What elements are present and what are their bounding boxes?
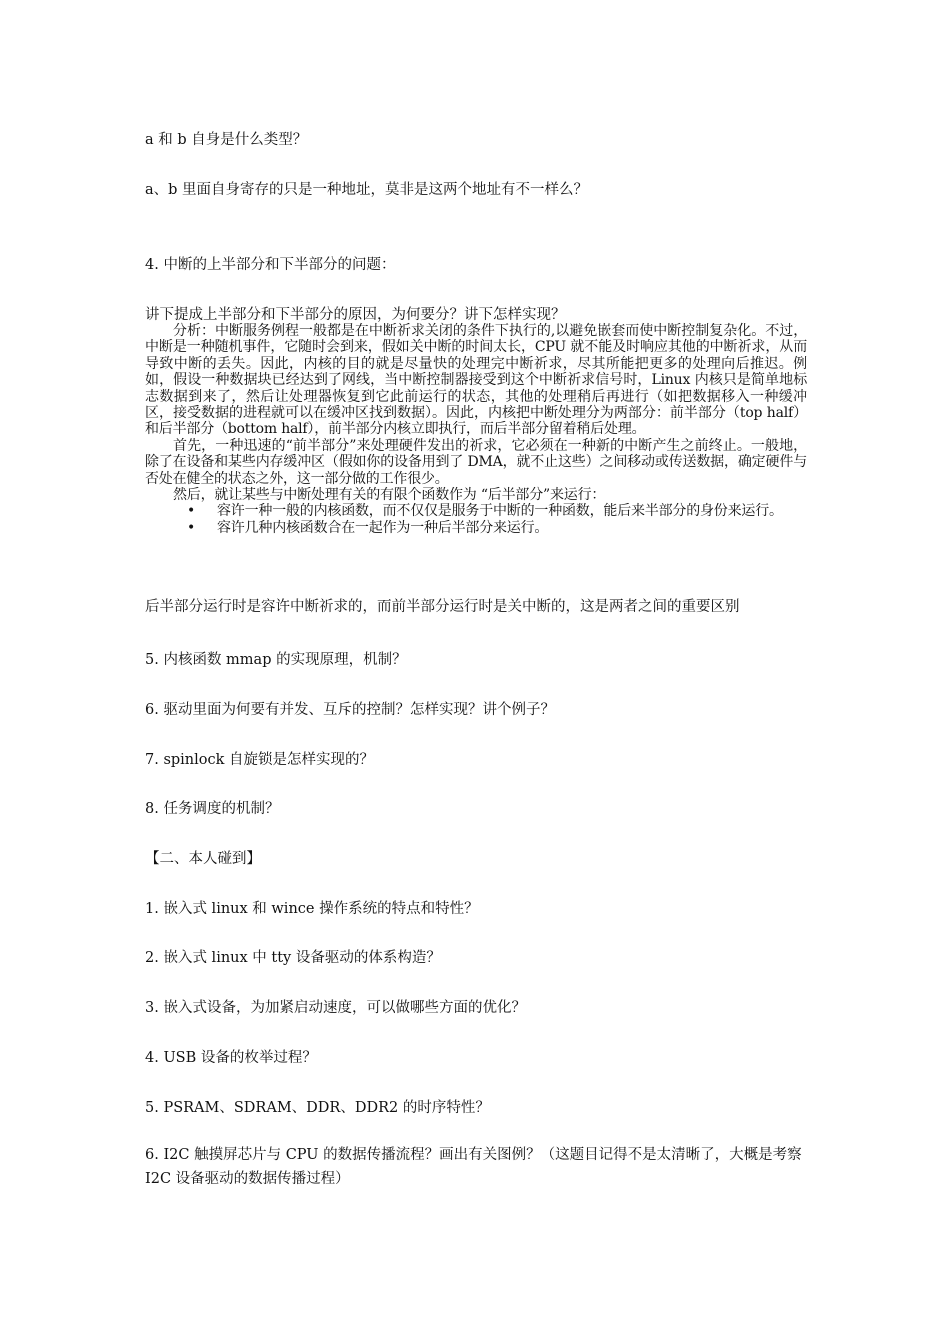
question-item: 6. 驱动里面为何要有并发、互斥的控制？怎样实现？讲个例子？ — [145, 702, 555, 718]
question-item: 3. 嵌入式设备，为加紧启动速度，可以做哪些方面的优化？ — [145, 1000, 526, 1016]
bullet-item — [145, 520, 807, 536]
text-line: a、b 里面自身寄存的只是一种地址，莫非是这两个地址有不一样么？ — [145, 182, 589, 198]
section-heading: 【二、本人碰到】 — [145, 851, 261, 867]
question-item: 6. I2C 触摸屏芯片与 CPU 的数据传播流程？画出有关图例？（这题目记得不是太清晰了，大概是考察 I2C 设备驱动的数据传播过程） — [145, 1147, 802, 1187]
bullet-icon: • — [187, 503, 196, 520]
question-item: 7. spinlock 自旋锁是怎样实现的？ — [145, 752, 375, 768]
question-item: 1. 嵌入式 linux 和 wince 操作系统的特点和特性？ — [145, 901, 479, 917]
bullet-text: 容许几种内核函数合在一起作为一种后半部分来运行。 — [217, 519, 549, 536]
conclusion-paragraph: 后半部分运行时是容许中断祈求的，而前半部分运行时是关中断的，这是两者之间的重要区别 — [145, 599, 740, 615]
question-item: 5. PSRAM、SDRAM、DDR、DDR2 的时序特性？ — [145, 1100, 490, 1116]
text-line: a 和 b 自身是什么类型？ — [145, 132, 308, 148]
bullet-text: 容许一种一般的内核函数，而不仅仅是服务于中断的一种函数，能后来半部分的身份来运行。 — [217, 503, 783, 520]
analysis-paragraph: 然后，就让某些与中断处理有关的有限个函数作为 “后半部分”来运行： — [173, 487, 606, 504]
bullet-item — [145, 503, 807, 519]
bullet-icon: • — [187, 519, 196, 536]
question-item: 5. 内核函数 mmap 的实现原理，机制？ — [145, 652, 407, 668]
question-heading: 4. 中断的上半部分和下半部分的问题： — [145, 257, 396, 273]
question-item: 2. 嵌入式 linux 中 tty 设备驱动的体系构造？ — [145, 950, 441, 966]
analysis-paragraph: 分析：中断服务例程一般都是在中断祈求关闭的条件下执行的,以避免嵌套而使中断控制复杂化。不过，中断是一种随机事件，它随时会到来，假如关中断的时间太长，CPU 就不能及时响应其他的中断祈求，从而导致中断的丢失。因此，内核的目的就是尽量快的处理完中断祈求，尽其所能把更多的处理向后推迟。例如，假设一种数据块已经达到了网线，当中断控制器接受到这个中断祈求信号时，Linux 内核只是简单地标志数据到来了，然后让处理器恢复到它此前运行的状态，其他的处理稍后再进行（如把数据移入一种缓冲区，接受数据的进程就可以在缓冲区找到数据）。因此，内核把中断处理分为两部分：前半部分（top half）和后半部分（bottom half），前半部分内核立即执行，而后半部分留着稍后处理。 — [145, 323, 807, 438]
analysis-block — [145, 323, 807, 536]
text-line: 讲下提成上半部分和下半部分的原因，为何要分？讲下怎样实现？ — [145, 307, 566, 323]
question-item: 4. USB 设备的枚举过程？ — [145, 1050, 317, 1066]
analysis-paragraph: 首先，一种迅速的“前半部分”来处理硬件发出的祈求，它必须在一种新的中断产生之前终止。一般地，除了在设备和某些内存缓冲区（假如你的设备用到了 DMA，就不止这些）之间移动或传送数据，确定硬件与否处在健全的状态之外，这一部分做的工作很少。 — [145, 437, 807, 487]
question-item: 8. 任务调度的机制？ — [145, 801, 280, 817]
